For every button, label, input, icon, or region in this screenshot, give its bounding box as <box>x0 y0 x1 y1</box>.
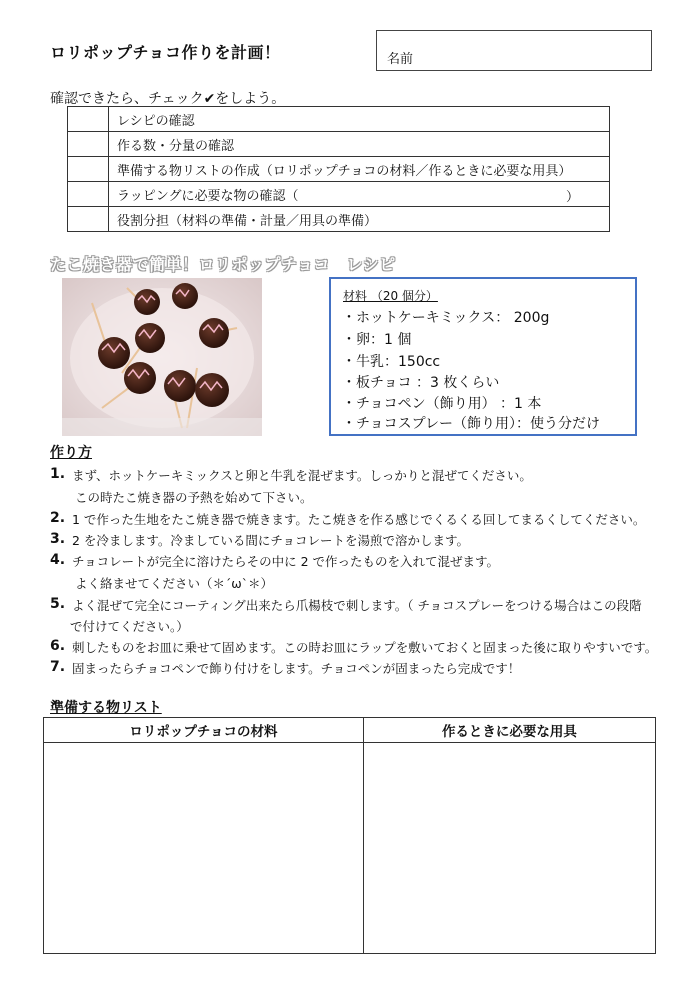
prep-list-heading: 準備する物リスト <box>50 700 162 716</box>
checkbox-cell[interactable] <box>68 182 109 207</box>
step-text: チョコレートが完全に溶けたらその中に 2 で作ったものを入れて混ぜます。 <box>72 554 500 569</box>
checkbox-cell[interactable] <box>68 157 109 182</box>
ingredient-item: ・ホットケーキミックス： 200g <box>342 310 550 326</box>
step-text: よく混ぜて完全にコーティング出来たら爪楊枝で刺します。（ チョコスプレーをつける場合はこの段階 <box>72 598 642 613</box>
checkbox-cell[interactable] <box>68 107 109 132</box>
checklist-item-label: 役割分担（材料の準備・計量／用具の準備） <box>109 207 610 232</box>
ingredient-item: ・チョコペン（飾り用） ：1 本 <box>342 396 542 412</box>
step-text: 刺したものをお皿に乗せて固めます。この時お皿にラップを敷いておくと固まった後に取りやすいです。 <box>72 640 658 655</box>
ingredient-item: ・チョコスプレー（飾り用）：使う分だけ <box>342 416 601 432</box>
step-number: 7. <box>50 659 66 675</box>
checklist-table <box>67 106 610 232</box>
step-number: 1. <box>50 466 66 482</box>
method-heading: 作り方 <box>50 445 92 461</box>
step-number: 2. <box>50 510 66 526</box>
recipe-title: たこ焼き器で簡単！ロリポップチョコ レシピ <box>50 255 396 274</box>
ingredients-box <box>329 277 637 436</box>
step-text-continued: で付けてください。） <box>70 619 189 634</box>
step-text: 1 で作った生地をたこ焼き器で焼きます。たこ焼きを作る感じでくるくる回してまるくしてください。 <box>72 512 646 527</box>
tools-input-area[interactable] <box>363 743 655 954</box>
checklist-item-wrapping[interactable] <box>109 182 610 207</box>
materials-column-header: ロリポップチョコの材料 <box>44 718 364 743</box>
checklist-instruction: 確認できたら、チェック✔をしよう。 <box>50 91 286 107</box>
step-text: 2 を冷まします。冷ましている間にチョコレートを湯煎で溶かします。 <box>72 533 470 548</box>
step-number: 6. <box>50 638 66 654</box>
step-text: まず、ホットケーキミックスと卵と牛乳を混ぜます。しっかりと混ぜてください。 <box>72 468 532 483</box>
checklist-row <box>68 107 610 132</box>
step-text: 固まったらチョコペンで飾り付けをします。チョコペンが固まったら完成です！ <box>72 661 521 676</box>
closing-paren: ） <box>565 190 579 205</box>
ingredients-heading: 材料 （20 個分） <box>343 289 438 303</box>
name-label: 名前 <box>387 52 414 67</box>
tools-column-header: 作るときに必要な用具 <box>363 718 655 743</box>
step-number: 4. <box>50 552 66 568</box>
page-title: ロリポップチョコ作りを計画！ <box>50 43 281 62</box>
checkbox-cell[interactable] <box>68 207 109 232</box>
checkbox-cell[interactable] <box>68 132 109 157</box>
ingredient-item: ・卵：1 個 <box>342 332 412 348</box>
step-number: 3. <box>50 531 66 547</box>
checklist-row <box>68 157 610 182</box>
checklist-item-label: 準備する物リストの作成（ロリポップチョコの材料／作るときに必要な用具） <box>109 157 610 182</box>
checklist-item-label: 作る数・分量の確認 <box>109 132 610 157</box>
checklist-row <box>68 182 610 207</box>
step-text-continued: この時たこ焼き器の予熱を始めて下さい。 <box>75 490 313 505</box>
checklist-row <box>68 207 610 232</box>
step-text-continued: よく絡ませてください（＊´ω`＊） <box>75 576 273 591</box>
ingredient-item: ・牛乳：150cc <box>342 354 441 370</box>
checklist-item-label: レシピの確認 <box>109 107 610 132</box>
name-field[interactable] <box>376 30 652 71</box>
checklist-item-label: ラッピングに必要な物の確認（ <box>117 188 299 204</box>
step-number: 5. <box>50 596 66 612</box>
materials-input-area[interactable] <box>44 743 364 954</box>
lollipop-chocolate-photo <box>62 278 262 436</box>
ingredient-item: ・板チョコ ：3 枚くらい <box>342 375 500 391</box>
prep-list-table <box>43 717 656 954</box>
checklist-row <box>68 132 610 157</box>
